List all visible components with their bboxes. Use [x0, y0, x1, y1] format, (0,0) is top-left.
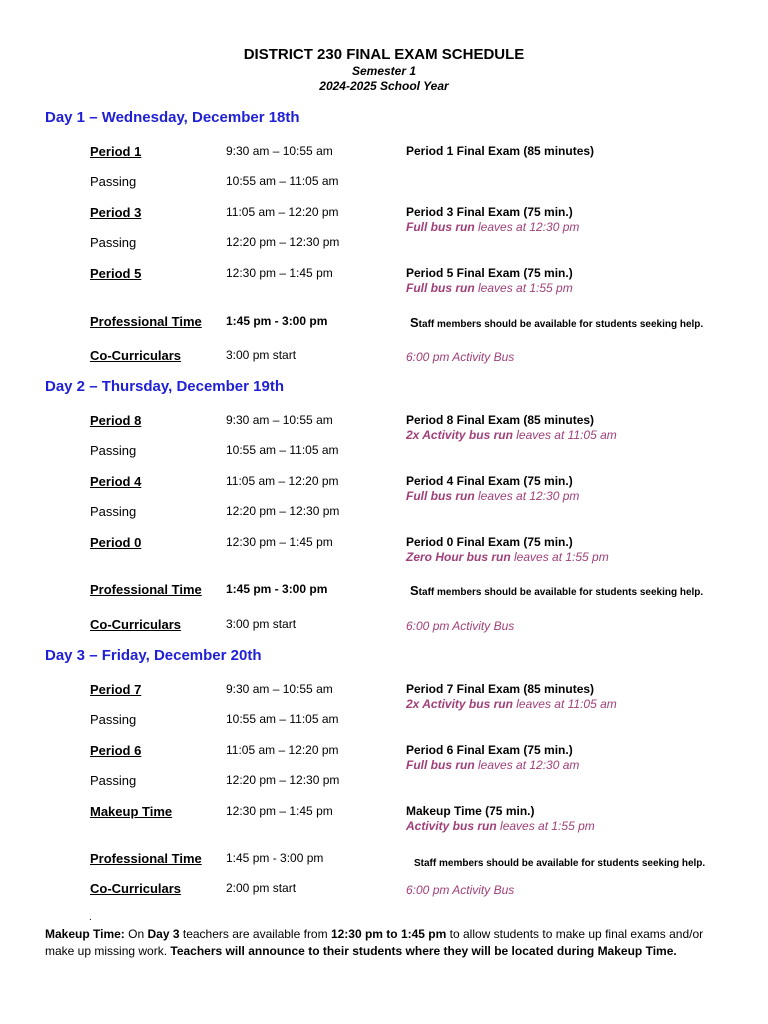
passing-label: Passing — [90, 235, 137, 250]
bus-departure: leaves at 1:55 pm — [510, 550, 609, 564]
exam-title: Period 3 Final Exam (75 min.) — [406, 205, 573, 219]
time-range: 12:20 pm – 12:30 pm — [226, 235, 340, 249]
schedule-row — [0, 314, 768, 334]
time-range: 12:30 pm – 1:45 pm — [226, 535, 333, 549]
bus-note — [406, 489, 579, 504]
bus-run-type: Activity bus run — [406, 819, 497, 833]
schedule-row — [0, 804, 768, 833]
schedule-row — [0, 881, 768, 901]
bus-departure: leaves at 12:30 am — [474, 758, 580, 772]
schedule-row — [0, 413, 768, 442]
schedule-row — [0, 682, 768, 711]
schedule-row — [0, 266, 768, 295]
schedule-row — [0, 743, 768, 772]
time-range: 1:45 pm - 3:00 pm — [226, 582, 328, 596]
bus-departure: leaves at 12:30 pm — [474, 220, 580, 234]
passing-label: Passing — [90, 443, 137, 458]
document-header — [0, 46, 768, 94]
passing-label: Passing — [90, 773, 137, 788]
exam-title: Period 0 Final Exam (75 min.) — [406, 535, 573, 549]
bus-departure: leaves at 11:05 am — [512, 428, 617, 442]
activity-bus-note: 6:00 pm Activity Bus — [406, 619, 515, 633]
day-2-heading: Day 2 – Thursday, December 19th — [45, 378, 284, 395]
bus-note — [406, 697, 617, 712]
schedule-row — [0, 348, 768, 368]
semester-label: Semester 1 — [351, 64, 417, 78]
time-range: 12:20 pm – 12:30 pm — [226, 773, 340, 787]
exam-title: Period 6 Final Exam (75 min.) — [406, 743, 573, 757]
bus-note — [406, 758, 579, 773]
exam-title: Period 8 Final Exam (85 minutes) — [406, 413, 595, 427]
professional-time-label: Professional Time — [90, 582, 202, 597]
schedule-row — [0, 205, 768, 234]
passing-label: Passing — [90, 504, 137, 519]
passing-label: Passing — [90, 174, 137, 189]
activity-bus-note: 6:00 pm Activity Bus — [406, 350, 515, 364]
period-label: Period 5 — [90, 266, 142, 281]
bus-note — [406, 819, 595, 834]
bus-run-type: Full bus run — [406, 220, 475, 234]
day-3-heading: Day 3 – Friday, December 20th — [45, 647, 262, 664]
exam-title: Period 1 Final Exam (85 minutes) — [406, 144, 595, 158]
professional-time-label: Professional Time — [90, 851, 202, 866]
schedule-row — [0, 773, 768, 793]
schedule-row — [0, 582, 768, 602]
time-range: 9:30 am – 10:55 am — [226, 144, 333, 158]
co-curriculars-label: Co-Curriculars — [90, 881, 182, 896]
bus-run-type: Zero Hour bus run — [406, 550, 511, 564]
exam-title: Period 7 Final Exam (85 minutes) — [406, 682, 595, 696]
period-label: Period 7 — [90, 682, 142, 697]
period-label: Period 1 — [90, 144, 142, 159]
exam-title: Period 5 Final Exam (75 min.) — [406, 266, 573, 280]
time-range: 10:55 am – 11:05 am — [226, 174, 339, 188]
time-range: 9:30 am – 10:55 am — [226, 682, 333, 696]
exam-title: Makeup Time (75 min.) — [406, 804, 535, 818]
bus-note — [406, 220, 579, 235]
schedule-row — [0, 535, 768, 564]
time-range: 2:00 pm start — [226, 881, 297, 895]
period-label: Period 3 — [90, 205, 142, 220]
bus-run-type: Full bus run — [406, 758, 475, 772]
day-1-heading: Day 1 – Wednesday, December 18th — [45, 109, 300, 126]
staff-note: Staff members should be available for students seeking help. — [410, 583, 704, 598]
time-range: 9:30 am – 10:55 am — [226, 413, 333, 427]
period-label: Period 4 — [90, 474, 142, 489]
period-label: Period 0 — [90, 535, 142, 550]
time-range: 11:05 am – 12:20 pm — [226, 743, 339, 757]
time-range: 12:30 pm – 1:45 pm — [226, 804, 333, 818]
makeup-time-label: Makeup Time — [90, 804, 173, 819]
bus-note — [406, 550, 609, 565]
bus-run-type: Full bus run — [406, 281, 475, 295]
time-range: 3:00 pm start — [226, 348, 297, 362]
schedule-row — [0, 851, 768, 871]
time-range: 11:05 am – 12:20 pm — [226, 474, 339, 488]
staff-note: Staff members should be available for students seeking help. — [414, 858, 706, 869]
time-range: 1:45 pm - 3:00 pm — [226, 314, 328, 328]
time-range: 1:45 pm - 3:00 pm — [226, 851, 324, 865]
passing-label: Passing — [90, 712, 137, 727]
schedule-row — [0, 617, 768, 637]
schedule-row — [0, 504, 768, 524]
schedule-row — [0, 712, 768, 732]
schedule-row — [0, 174, 768, 194]
exam-title: Period 4 Final Exam (75 min.) — [406, 474, 573, 488]
schedule-row — [0, 144, 768, 164]
professional-time-label: Professional Time — [90, 314, 202, 329]
bus-departure: leaves at 11:05 am — [512, 697, 617, 711]
co-curriculars-label: Co-Curriculars — [90, 348, 182, 363]
schedule-row — [0, 443, 768, 463]
time-range: 12:20 pm – 12:30 pm — [226, 504, 340, 518]
time-range: 3:00 pm start — [226, 617, 297, 631]
bus-run-type: 2x Activity bus run — [406, 697, 513, 711]
co-curriculars-label: Co-Curriculars — [90, 617, 182, 632]
bus-departure: leaves at 12:30 pm — [474, 489, 580, 503]
time-range: 10:55 am – 11:05 am — [226, 443, 339, 457]
bus-note — [406, 428, 617, 443]
period-label: Period 8 — [90, 413, 142, 428]
time-range: 12:30 pm – 1:45 pm — [226, 266, 333, 280]
bus-departure: leaves at 1:55 pm — [474, 281, 573, 295]
staff-note: Staff members should be available for students seeking help. — [410, 315, 704, 330]
makeup-time-note: Makeup Time: On Day 3 teachers are available from 12:30 pm to 1:45 pm to allow students to make up final exams and/or make up missing work. Teachers will announce to their students where they will be located during Makeup Time. — [45, 927, 704, 958]
bus-note — [406, 281, 573, 296]
school-year-label: 2024-2025 School Year — [319, 79, 449, 93]
bus-run-type: Full bus run — [406, 489, 475, 503]
bus-run-type: 2x Activity bus run — [406, 428, 513, 442]
bus-departure: leaves at 1:55 pm — [496, 819, 595, 833]
activity-bus-note: 6:00 pm Activity Bus — [406, 883, 515, 897]
schedule-row — [0, 474, 768, 503]
document-title: DISTRICT 230 FINAL EXAM SCHEDULE — [243, 46, 525, 63]
period-label: Period 6 — [90, 743, 142, 758]
time-range: 11:05 am – 12:20 pm — [226, 205, 339, 219]
stray-dot: . — [89, 912, 92, 923]
time-range: 10:55 am – 11:05 am — [226, 712, 339, 726]
schedule-row — [0, 235, 768, 255]
